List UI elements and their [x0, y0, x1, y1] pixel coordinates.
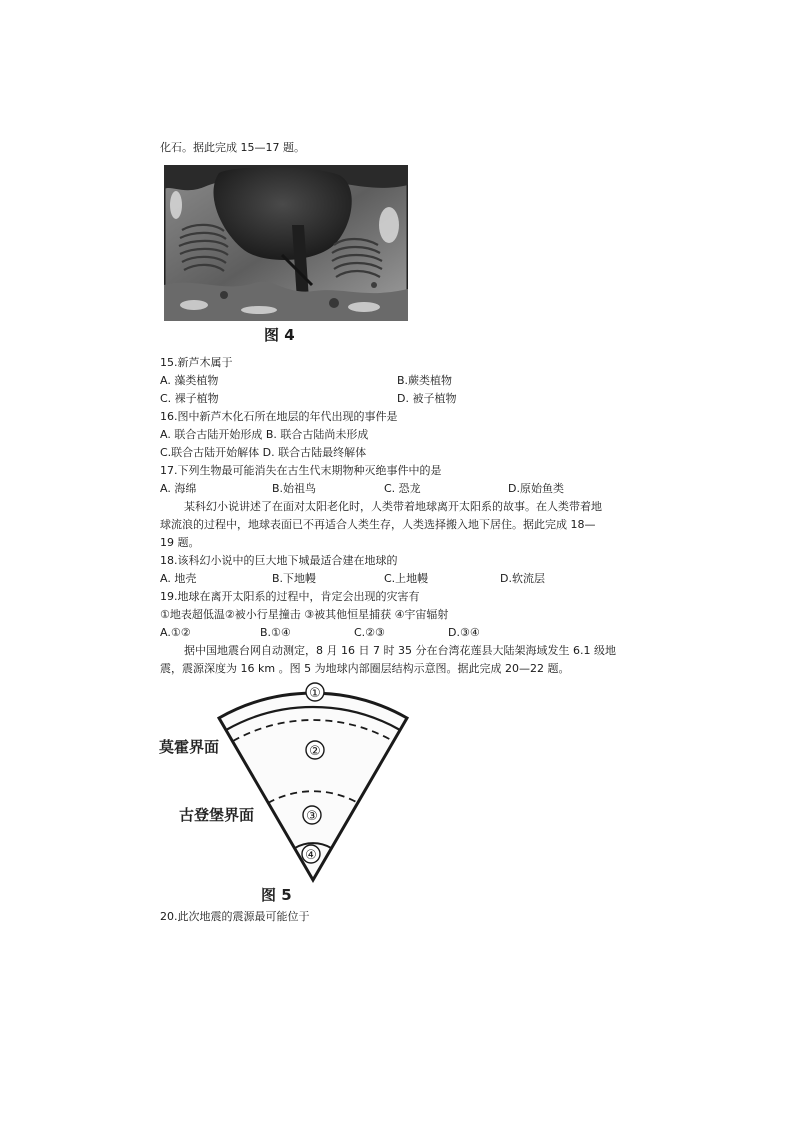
- q19-option-b: B.①④: [260, 626, 291, 639]
- q18-option-c: C.上地幔: [384, 572, 429, 585]
- intro-line: 化石。据此完成 15—17 题。: [160, 141, 305, 154]
- figure-5: [155, 678, 415, 906]
- q15-option-a: A. 藻类植物: [160, 374, 219, 387]
- q18-option-d: D.软流层: [500, 572, 545, 585]
- figure-4-caption: 图 4: [264, 326, 295, 344]
- q17-stem: 17.下列生物最可能消失在古生代末期物种灭绝事件中的是: [160, 464, 442, 477]
- q15-option-c: C. 裸子植物: [160, 392, 219, 405]
- figure-5-caption: 图 5: [261, 886, 292, 904]
- q19-items: ①地表超低温②被小行星撞击 ③被其他恒星捕获 ④宇宙辐射: [160, 608, 449, 621]
- passage1-line2: 球流浪的过程中，地球表面已不再适合人类生存，人类选择搬入地下居住。据此完成 18—: [160, 518, 596, 531]
- q19-option-c: C.②③: [354, 626, 385, 639]
- passage2-line2: 震，震源深度为 16 km 。图 5 为地球内部圈层结构示意图。据此完成 20—22 题。: [160, 662, 570, 675]
- earth-layers-diagram: [155, 678, 415, 906]
- figure-4: [164, 165, 408, 345]
- layer-label-4: ④: [305, 848, 317, 863]
- q16-options-ab: A. 联合古陆开始形成 B. 联合古陆尚未形成: [160, 428, 369, 441]
- layer-label-3: ③: [306, 809, 318, 824]
- q16-stem: 16.图中新芦木化石所在地层的年代出现的事件是: [160, 410, 398, 423]
- q18-option-b: B.下地幔: [272, 572, 317, 585]
- q17-option-c: C. 恐龙: [384, 482, 421, 495]
- passage1-line3: 19 题。: [160, 536, 200, 549]
- q15-stem: 15.新芦木属于: [160, 356, 233, 369]
- q19-option-d: D.③④: [448, 626, 480, 639]
- q18-stem: 18.该科幻小说中的巨大地下城最适合建在地球的: [160, 554, 398, 567]
- moho-label: 莫霍界面: [159, 738, 220, 756]
- q20-stem: 20.此次地震的震源最可能位于: [160, 910, 310, 923]
- q17-option-b: B.始祖鸟: [272, 482, 317, 495]
- q16-options-cd: C.联合古陆开始解体 D. 联合古陆最终解体: [160, 446, 367, 459]
- q15-option-d: D. 被子植物: [397, 392, 457, 405]
- layer-label-2: ②: [309, 744, 321, 759]
- fossil-photo: [164, 165, 408, 321]
- passage1-line1: 某科幻小说讲述了在面对太阳老化时，人类带着地球离开太阳系的故事。在人类带着地: [184, 500, 602, 513]
- gutenberg-label: 古登堡界面: [179, 806, 255, 824]
- layer-label-1: ①: [309, 686, 321, 701]
- q17-option-a: A. 海绵: [160, 482, 197, 495]
- q18-option-a: A. 地壳: [160, 572, 197, 585]
- q15-option-b: B.蕨类植物: [397, 374, 453, 387]
- q19-stem: 19.地球在离开太阳系的过程中，肯定会出现的灾害有: [160, 590, 420, 603]
- passage2-line1: 据中国地震台网自动测定，8 月 16 日 7 时 35 分在台湾花莲县大陆架海域发生 6.1 级地: [184, 644, 616, 657]
- q17-option-d: D.原始鱼类: [508, 482, 564, 495]
- q19-option-a: A.①②: [160, 626, 191, 639]
